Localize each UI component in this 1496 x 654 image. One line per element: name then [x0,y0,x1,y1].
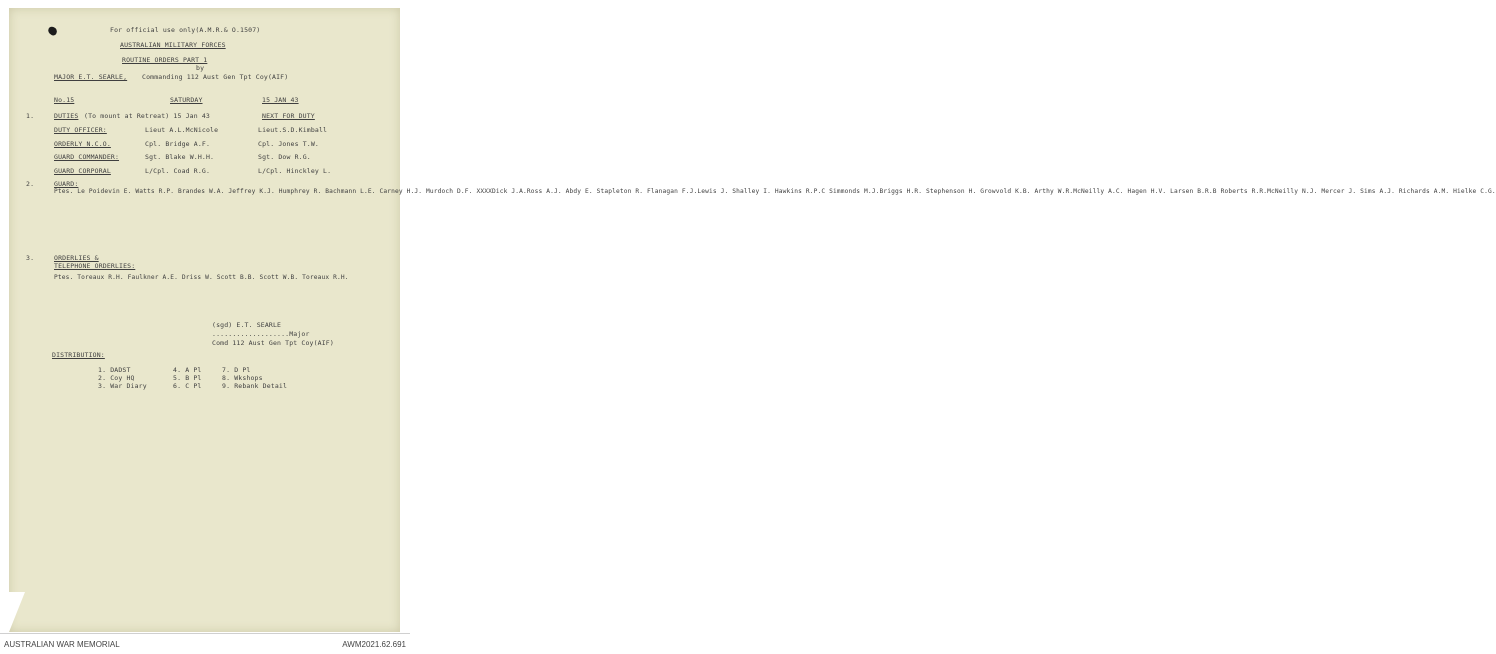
duty-next: Lieut.S.D.Kimball [258,126,328,134]
duty-role-label: GUARD CORPORAL [54,167,111,175]
duty-role-label: DUTY OFFICER: [54,126,107,134]
duty-next: Cpl. Jones T.W. [258,140,319,148]
distribution-item: 8. Wkshops [222,374,263,382]
distribution-heading: DISTRIBUTION: [52,351,105,359]
duty-next: L/Cpl. Hinckley L. [258,167,332,175]
duty-assigned: Sgt. Blake W.H.H. [145,153,215,161]
orderlies-roster-line: Driss W. Scott B.B. [181,274,256,281]
section-label: ORDERLIES & [54,254,99,262]
section-number: 3. [26,254,35,262]
section-label: GUARD: [54,180,79,188]
duty-assigned: L/Cpl. Coad R.G. [145,167,211,175]
classification-line: For official use only(A.M.R.& O.1507) [110,26,261,34]
institution-name: AUSTRALIAN WAR MEMORIAL [4,640,120,649]
section-number: 1. [26,112,35,120]
guard-roster-line: XXXXDick J.A.Ross A.J. Abdy E. Stapleton R. [476,188,644,195]
command-line: Commanding 112 Aust Gen Tpt Coy(AIF) [142,73,289,81]
orderlies-roster-line: Ptes. Toreaux R.H. Faulkner A.E. [54,274,179,281]
signature-rank: ...................Major [212,330,310,338]
signature-name: (sgd) E.T. SEARLE [212,321,282,329]
order-day: SATURDAY [170,96,203,104]
duty-assigned: Cpl. Bridge A.F. [145,140,211,148]
next-for-duty-heading: NEXT FOR DUTY [262,112,315,120]
distribution-item: 4. A Pl [173,366,202,374]
guard-roster-line: Ptes. Le Poidevin E. Watts R.P. Brandes W.A. Jeffrey K.J. [54,188,275,195]
distribution-item: 6. C Pl [173,382,202,390]
distribution-item: 9. Rebank Detail [222,382,288,390]
orders-title: ROUTINE ORDERS PART 1 [122,56,208,64]
torn-corner [9,592,25,632]
distribution-item: 2. Coy HQ [98,374,135,382]
guard-roster-line: Roberts R.R.McNeilly N.J. Mercer J. Sims A.J. [1220,188,1395,195]
accession-number: AWM2021.62.691 [342,640,406,649]
duty-role-label: ORDERLY N.C.O. [54,140,111,148]
duty-note: (To mount at Retreat) 15 Jan 43 [84,112,210,120]
orderlies-roster [54,274,349,283]
order-number: No.15 [54,96,75,104]
distribution-item: 1. DADST [98,366,131,374]
section-number: 2. [26,180,35,188]
guard-roster-line: Flanagan F.J.Lewis J. Shalley I. Hawkins R.P.C [646,188,826,195]
guard-roster-line: Richards A.M. Hielke C.G. [1398,188,1496,195]
duty-next: Sgt. Dow R.G. [258,153,311,161]
guard-roster-line: Humphrey R. Bachmann L.E. Carney H.J. Murdoch D.F. [278,188,473,195]
duty-assigned: Lieut A.L.McNicole [145,126,219,134]
distribution-item: 3. War Diary [98,382,147,390]
archive-footer [0,633,410,654]
guard-roster-line: Simmonds M.J.Briggs H.R. Stephenson H. Growvold K.B. [829,188,1031,195]
by-line: by [196,64,205,72]
distribution-item: 5. B Pl [173,374,202,382]
guard-roster [54,188,1496,196]
order-date: 15 JAN 43 [262,96,299,104]
force-heading: AUSTRALIAN MILITARY FORCES [120,41,226,49]
officer-name: MAJOR E.T. SEARLE, [54,73,128,81]
orderlies-roster-line: Scott W.B. Toreaux R.H. [259,274,349,281]
section-label: DUTIES [54,112,79,120]
distribution-item: 7. D Pl [222,366,251,374]
duty-role-label: GUARD COMMANDER: [54,153,120,161]
section-label-continued: TELEPHONE ORDERLIES: [54,262,136,270]
guard-roster-line: Arthy W.R.McNeilly A.C. Hagen H.V. Larsen B.R.B [1034,188,1217,195]
signature-unit: Comd 112 Aust Gen Tpt Coy(AIF) [212,339,334,347]
